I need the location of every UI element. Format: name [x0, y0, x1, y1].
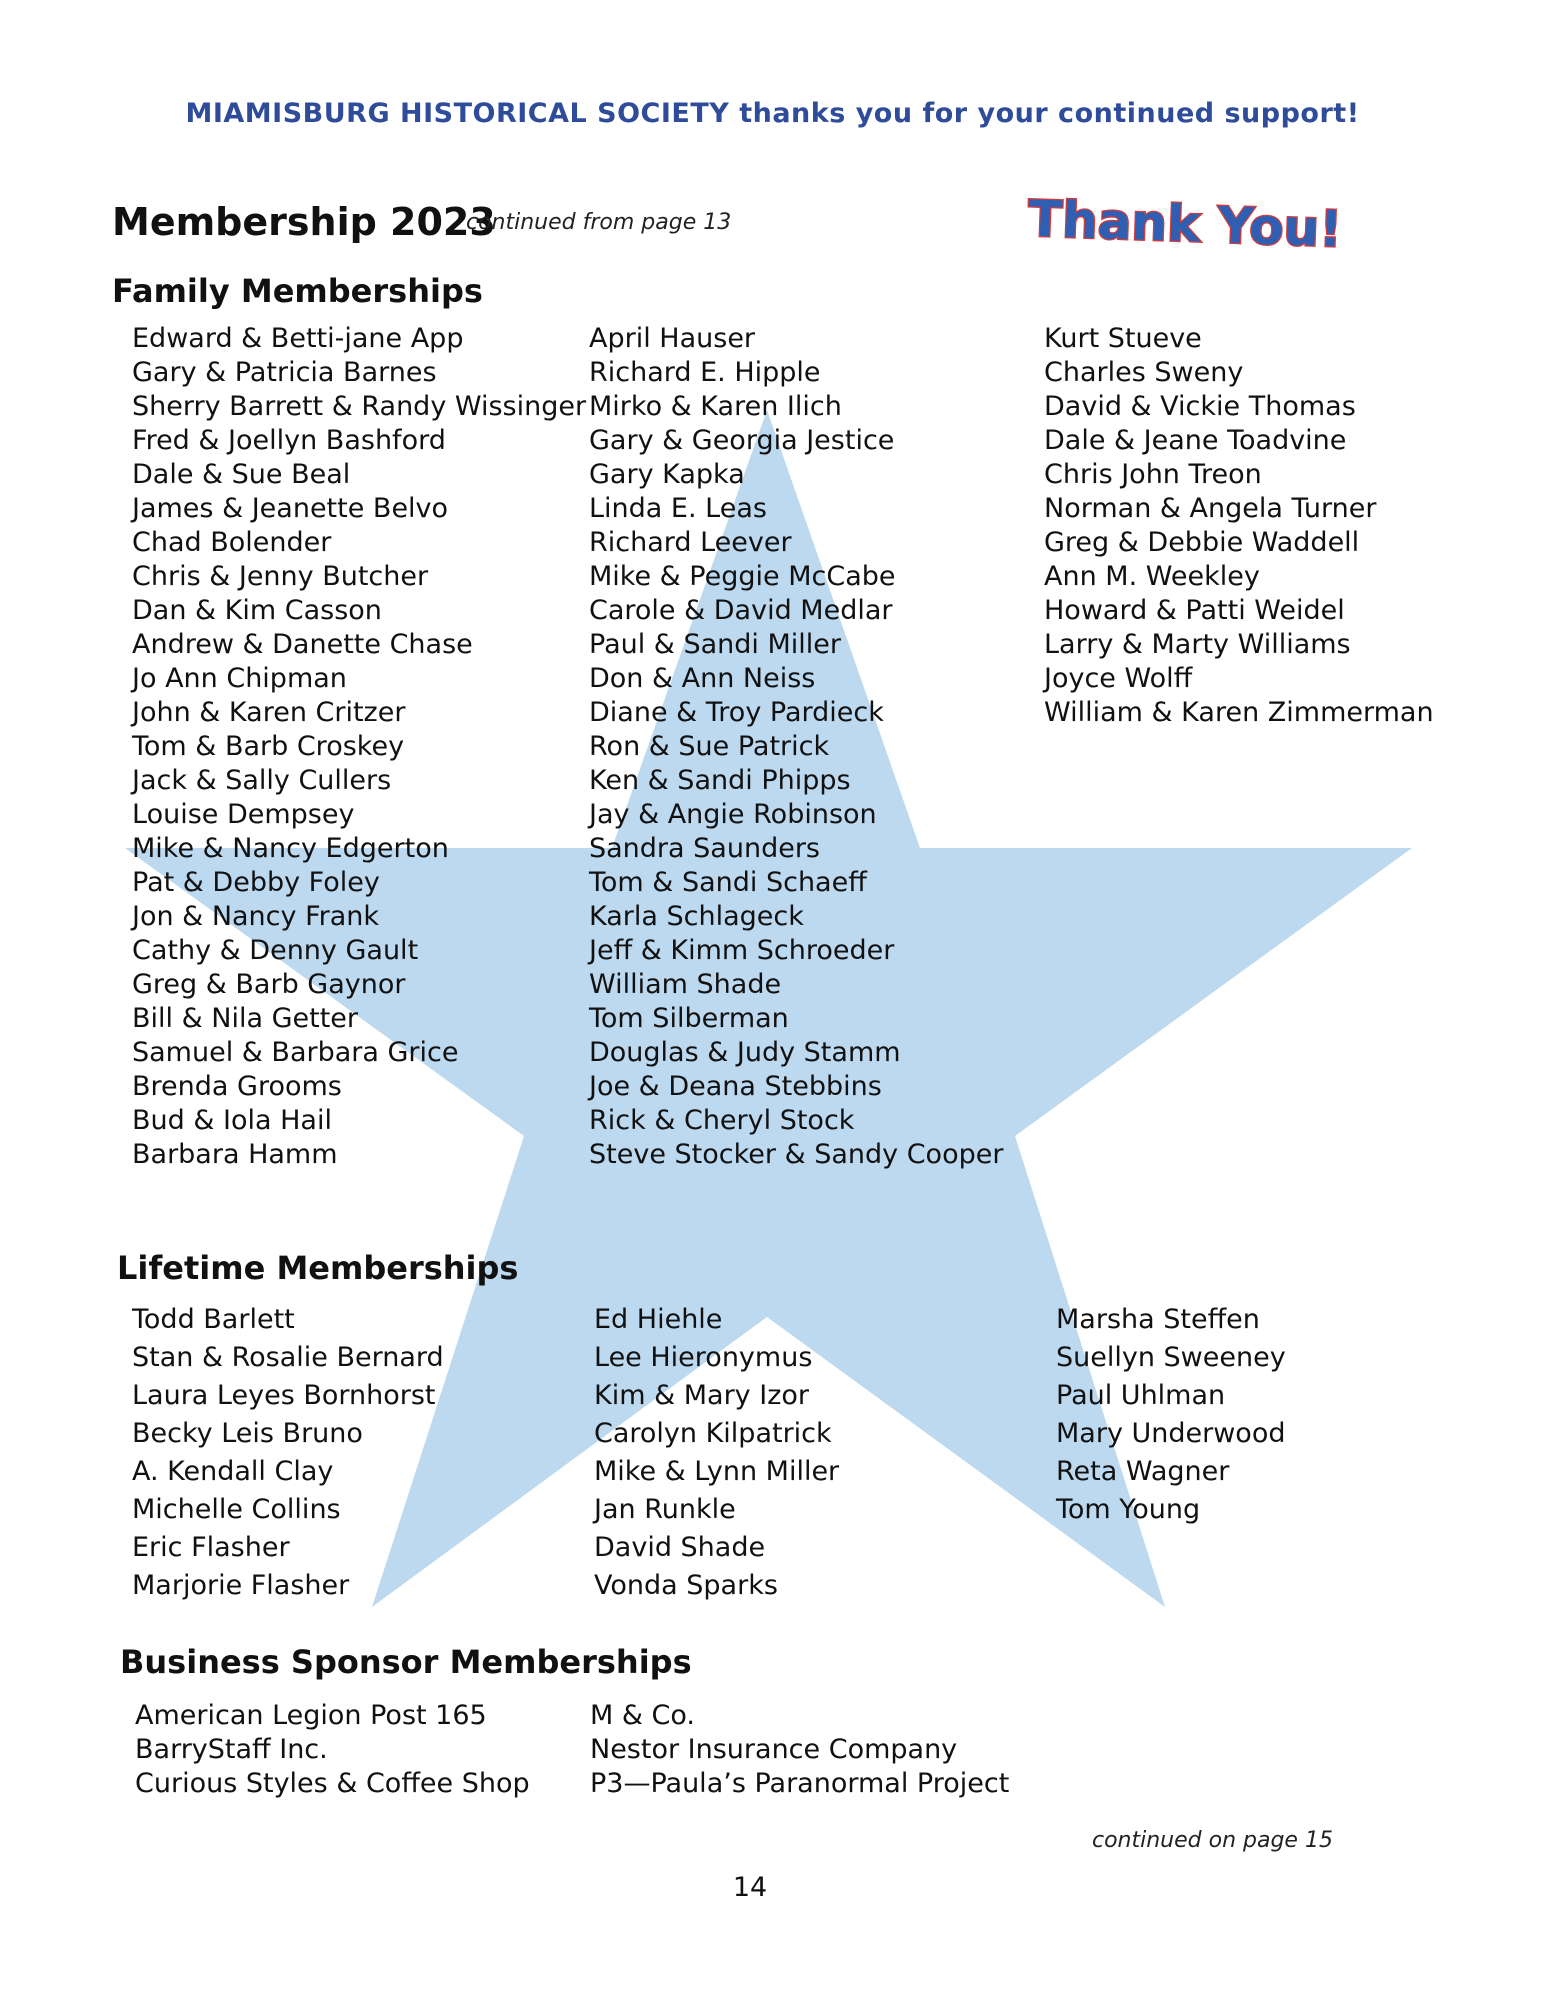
- member-name: Paul & Sandi Miller: [589, 629, 841, 660]
- member-name: Becky Leis Bruno: [132, 1418, 363, 1449]
- member-name: Richard Leever: [589, 527, 792, 558]
- member-name: Diane & Troy Pardieck: [589, 697, 884, 728]
- member-name: Fred & Joellyn Bashford: [132, 425, 446, 456]
- member-name: Stan & Rosalie Bernard: [132, 1342, 444, 1373]
- member-name: Douglas & Judy Stamm: [589, 1037, 901, 1068]
- member-name: Dan & Kim Casson: [132, 595, 382, 626]
- thank-you-text: Thank You!: [1027, 189, 1344, 259]
- member-name: David Shade: [594, 1532, 766, 1563]
- lifetime-column-1: [132, 1301, 444, 1605]
- member-name: Cathy & Denny Gault: [132, 935, 419, 966]
- member-name: Curious Styles & Coffee Shop: [135, 1768, 530, 1799]
- member-name: William Shade: [589, 969, 782, 1000]
- member-name: Reta Wagner: [1056, 1456, 1230, 1487]
- family-column-2: [589, 322, 1003, 1172]
- member-name: Richard E. Hipple: [589, 357, 821, 388]
- page-title: Membership 2023: [112, 200, 496, 244]
- member-name: Sherry Barrett & Randy Wissinger: [132, 391, 587, 422]
- member-name: Gary Kapka: [589, 459, 745, 490]
- member-name: Pat & Debby Foley: [132, 867, 380, 898]
- member-name: Mike & Peggie McCabe: [589, 561, 896, 592]
- member-name: Kurt Stueve: [1044, 323, 1202, 354]
- member-name: Sandra Saunders: [589, 833, 820, 864]
- continued-on-note: continued on page 15: [1092, 1828, 1333, 1853]
- member-name: Michelle Collins: [132, 1494, 341, 1525]
- member-name: M & Co.: [590, 1700, 695, 1731]
- member-name: Rick & Cheryl Stock: [589, 1105, 855, 1136]
- member-name: Barbara Hamm: [132, 1139, 338, 1170]
- lifetime-heading: Lifetime Memberships: [117, 1249, 519, 1287]
- member-name: Steve Stocker & Sandy Cooper: [589, 1139, 1004, 1170]
- member-name: Greg & Debbie Waddell: [1044, 527, 1360, 558]
- family-heading: Family Memberships: [112, 272, 483, 310]
- member-name: Jack & Sally Cullers: [132, 765, 392, 796]
- member-name: Don & Ann Neiss: [589, 663, 816, 694]
- member-name: Marsha Steffen: [1056, 1304, 1260, 1335]
- member-name: Nestor Insurance Company: [590, 1734, 958, 1765]
- member-name: Carole & David Medlar: [589, 595, 893, 626]
- family-column-1: [132, 322, 586, 1172]
- member-name: Kim & Mary Izor: [594, 1380, 809, 1411]
- member-name: Edward & Betti-jane App: [132, 323, 464, 354]
- member-name: Joyce Wolff: [1044, 663, 1193, 694]
- member-name: Lee Hieronymus: [594, 1342, 813, 1373]
- member-name: BarryStaff Inc.: [135, 1734, 328, 1765]
- member-name: Norman & Angela Turner: [1044, 493, 1377, 524]
- member-name: Charles Sweny: [1044, 357, 1244, 388]
- member-name: Mike & Lynn Miller: [594, 1456, 840, 1487]
- member-name: Tom Silberman: [589, 1003, 789, 1034]
- member-name: Jo Ann Chipman: [132, 663, 347, 694]
- member-name: Ed Hiehle: [594, 1304, 723, 1335]
- member-name: Brenda Grooms: [132, 1071, 342, 1102]
- member-name: William & Karen Zimmerman: [1044, 697, 1434, 728]
- member-name: John & Karen Critzer: [132, 697, 406, 728]
- member-name: Dale & Jeane Toadvine: [1044, 425, 1347, 456]
- member-name: Laura Leyes Bornhorst: [132, 1380, 436, 1411]
- member-name: Joe & Deana Stebbins: [589, 1071, 882, 1102]
- member-name: Samuel & Barbara Grice: [132, 1037, 459, 1068]
- business-column-2: [590, 1699, 1009, 1801]
- lifetime-column-2: [594, 1301, 839, 1605]
- member-name: Larry & Marty Williams: [1044, 629, 1351, 660]
- lifetime-column-3: [1056, 1301, 1286, 1529]
- thank-you-wordart: [1020, 186, 1400, 266]
- member-name: Tom Young: [1056, 1494, 1201, 1525]
- member-name: Marjorie Flasher: [132, 1570, 350, 1601]
- member-name: Greg & Barb Gaynor: [132, 969, 406, 1000]
- member-name: A. Kendall Clay: [132, 1456, 334, 1487]
- member-name: James & Jeanette Belvo: [132, 493, 449, 524]
- member-name: Bill & Nila Getter: [132, 1003, 358, 1034]
- member-name: P3—Paula’s Paranormal Project: [590, 1768, 1010, 1799]
- member-name: Karla Schlageck: [589, 901, 804, 932]
- member-name: Chad Bolender: [132, 527, 332, 558]
- business-heading: Business Sponsor Memberships: [120, 1643, 692, 1681]
- member-name: American Legion Post 165: [135, 1700, 487, 1731]
- member-name: Todd Barlett: [132, 1304, 295, 1335]
- member-name: Eric Flasher: [132, 1532, 290, 1563]
- member-name: Carolyn Kilpatrick: [594, 1418, 832, 1449]
- member-name: Dale & Sue Beal: [132, 459, 351, 490]
- member-name: Andrew & Danette Chase: [132, 629, 473, 660]
- page-number: 14: [732, 1872, 768, 1903]
- business-column-1: [135, 1699, 530, 1801]
- member-name: Ron & Sue Patrick: [589, 731, 830, 762]
- family-column-3: [1044, 322, 1434, 730]
- member-name: Chris & Jenny Butcher: [132, 561, 429, 592]
- member-name: Tom & Sandi Schaeff: [589, 867, 867, 898]
- member-name: Jan Runkle: [594, 1494, 736, 1525]
- member-name: David & Vickie Thomas: [1044, 391, 1356, 422]
- member-name: Jeff & Kimm Schroeder: [589, 935, 895, 966]
- member-name: Suellyn Sweeney: [1056, 1342, 1286, 1373]
- member-name: Gary & Patricia Barnes: [132, 357, 437, 388]
- member-name: Mike & Nancy Edgerton: [132, 833, 449, 864]
- member-name: Jon & Nancy Frank: [132, 901, 380, 932]
- member-name: Ann M. Weekley: [1044, 561, 1260, 592]
- member-name: Ken & Sandi Phipps: [589, 765, 851, 796]
- member-name: Mary Underwood: [1056, 1418, 1286, 1449]
- member-name: Mirko & Karen Ilich: [589, 391, 842, 422]
- member-name: Bud & Iola Hail: [132, 1105, 332, 1136]
- member-name: April Hauser: [589, 323, 756, 354]
- member-name: Louise Dempsey: [132, 799, 355, 830]
- member-name: Paul Uhlman: [1056, 1380, 1226, 1411]
- member-name: Howard & Patti Weidel: [1044, 595, 1345, 626]
- banner: MIAMISBURG HISTORICAL SOCIETY thanks you for your continued support!: [185, 98, 1360, 129]
- member-name: Linda E. Leas: [589, 493, 767, 524]
- member-name: Chris John Treon: [1044, 459, 1262, 490]
- member-name: Jay & Angie Robinson: [589, 799, 877, 830]
- member-name: Vonda Sparks: [594, 1570, 778, 1601]
- member-name: Tom & Barb Croskey: [132, 731, 405, 762]
- continued-from-note: continued from page 13: [466, 210, 732, 235]
- member-name: Gary & Georgia Jestice: [589, 425, 895, 456]
